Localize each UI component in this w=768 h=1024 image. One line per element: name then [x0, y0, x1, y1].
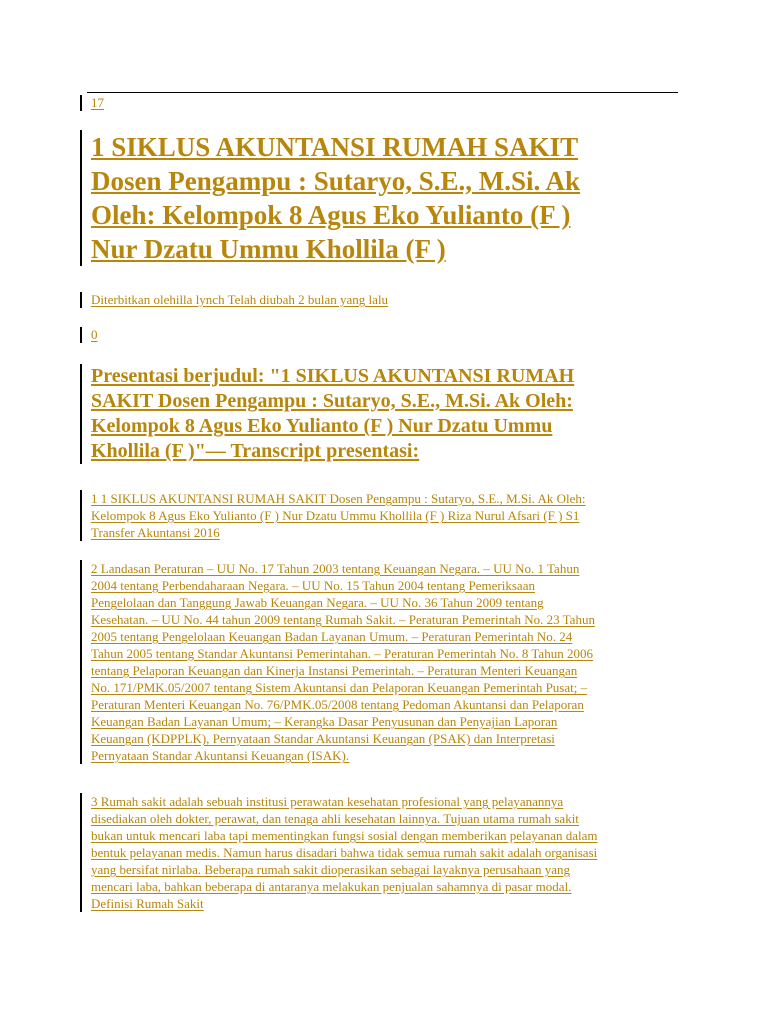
transcript-line: bentuk pelayanan medis. Namun harus disadari bahwa tidak semua rumah sakit adalah organisasi: [91, 845, 598, 860]
transcript-line: 2004 tentang Perbendaharaan Negara. – UU No. 15 Tahun 2004 tentang Pemeriksaan: [91, 578, 535, 593]
transcript-line: yang bersifat nirlaba. Beberapa rumah sakit dioperasikan sebagai layaknya perusahaan yang: [91, 862, 571, 877]
presentation-title-line: Khollila (F )"— Transcript presentasi:: [91, 440, 420, 462]
transcript-line: Kelompok 8 Agus Eko Yulianto (F ) Nur Dzatu Ummu Khollila (F ) Riza Nurul Afsari (F ) S1: [91, 508, 580, 523]
presentation-title-line: Presentasi berjudul: "1 SIKLUS AKUNTANSI RUMAH: [91, 365, 575, 387]
transcript-slide-3-link[interactable]: [91, 793, 681, 912]
title-line: Nur Dzatu Ummu Khollila (F ): [91, 234, 446, 264]
presentation-title-line: Kelompok 8 Agus Eko Yulianto (F ) Nur Dzatu Ummu: [91, 415, 553, 437]
transcript-slide-3: [80, 793, 681, 912]
transcript-line: Peraturan Menteri Keuangan No. 76/PMK.05/2008 tentang Pedoman Akuntansi dan Pelaporan: [91, 697, 584, 712]
transcript-slide-2: [80, 560, 681, 764]
transcript-line: Transfer Akuntansi 2016: [91, 525, 220, 540]
transcript-slide-1-link[interactable]: [91, 490, 681, 541]
title-line: Dosen Pengampu : Sutaryo, S.E., M.Si. Ak: [91, 166, 581, 196]
transcript-line: Keuangan (KDPPLK), Pernyataan Standar Akuntansi Keuangan (PSAK) dan Interpretasi: [91, 731, 555, 746]
presentation-title: [80, 364, 651, 464]
transcript-line: Pengelolaan dan Tanggung Jawab Keuangan Negara. – UU No. 36 Tahun 2009 tentang: [91, 595, 544, 610]
transcript-line: Tahun 2005 tentang Standar Akuntansi Pemerintahan. – Peraturan Pemerintah No. 8 Tahun 2006: [91, 646, 593, 661]
publish-meta-link[interactable]: Diterbitkan olehilla lynch Telah diubah 2 bulan yang lalu: [91, 292, 389, 307]
transcript-line: Keuangan Badan Layanan Umum; – Kerangka Dasar Penyusunan dan Penyajian Laporan: [91, 714, 558, 729]
transcript-line: mencari laba, bahkan beberapa di antaranya melakukan penjualan sahamnya di pasar modal.: [91, 879, 572, 894]
presentation-title-line: SAKIT Dosen Pengampu : Sutaryo, S.E., M.Si. Ak Oleh:: [91, 390, 573, 412]
transcript-line: tentang Pelaporan Keuangan dan Kinerja Instansi Pemerintah. – Peraturan Menteri Keuangan: [91, 663, 578, 678]
transcript-line: Pernyataan Standar Akuntansi Keuangan (ISAK).: [91, 748, 350, 763]
count-link[interactable]: 0: [91, 327, 98, 342]
presentation-title-link[interactable]: [91, 364, 651, 464]
transcript-line: bukan untuk mencari laba tapi mementingkan fungsi sosial dengan memberikan pelayanan dalam: [91, 828, 598, 843]
title-line: Oleh: Kelompok 8 Agus Eko Yulianto (F ): [91, 200, 571, 230]
transcript-line: Kesehatan. – UU No. 44 tahun 2009 tentang Rumah Sakit. – Peraturan Pemerintah No. 23 Tahun: [91, 612, 595, 627]
page-number-link[interactable]: 17: [91, 95, 104, 110]
transcript-line: disediakan oleh dokter, perawat, dan tenaga ahli kesehatan lainnya. Tujuan utama rumah sakit: [91, 811, 579, 826]
transcript-line: No. 171/PMK.05/2007 tentang Sistem Akuntansi dan Pelaporan Keuangan Pemerintah Pusat; –: [91, 680, 588, 695]
document-title-link[interactable]: [91, 130, 671, 266]
transcript-line: 3 Rumah sakit adalah sebuah institusi perawatan kesehatan profesional yang pelayanannya: [91, 794, 564, 809]
transcript-slide-2-link[interactable]: [91, 560, 681, 764]
document-title: [80, 130, 671, 266]
page-number-block: [80, 95, 691, 111]
transcript-line: 1 1 SIKLUS AKUNTANSI RUMAH SAKIT Dosen Pengampu : Sutaryo, S.E., M.Si. Ak Oleh:: [91, 491, 586, 506]
transcript-line: 2005 tentang Pengelolaan Keuangan Badan Layanan Umum. – Peraturan Pemerintah No. 24: [91, 629, 573, 644]
count-block: [80, 327, 691, 343]
publish-meta: [80, 292, 691, 308]
top-rule: [87, 92, 678, 93]
title-line: 1 SIKLUS AKUNTANSI RUMAH SAKIT: [91, 132, 579, 162]
transcript-line: Definisi Rumah Sakit: [91, 896, 204, 911]
transcript-line: 2 Landasan Peraturan – UU No. 17 Tahun 2003 tentang Keuangan Negara. – UU No. 1 Tahun: [91, 561, 580, 576]
transcript-slide-1: [80, 490, 681, 541]
